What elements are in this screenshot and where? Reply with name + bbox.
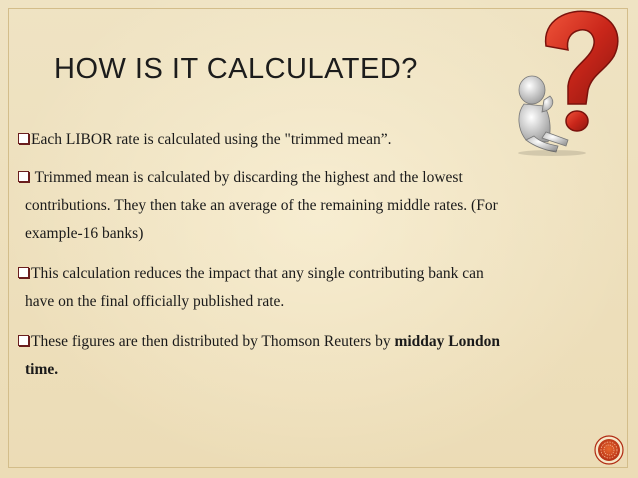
bullet-4-line-2	[18, 356, 578, 384]
bullet-item-4	[18, 328, 578, 384]
bullet-3-line-2: have on the final officially published rate.	[25, 293, 285, 310]
bullet-2-line-3: example-16 banks)	[25, 225, 144, 242]
circular-nav-icon[interactable]	[594, 435, 624, 465]
bullet-3-line-1: This calculation reduces the impact that any single contributing bank can	[31, 265, 484, 282]
bullet-item-2	[18, 164, 578, 248]
square-bullet-icon	[18, 335, 29, 346]
square-bullet-icon	[18, 171, 29, 182]
square-bullet-icon	[18, 133, 29, 144]
bullet-item-1	[18, 126, 578, 154]
slide-title: HOW IS IT CALCULATED?	[54, 53, 418, 85]
bullet-item-3	[18, 260, 578, 316]
bullet-4-bold-2: time.	[25, 361, 59, 378]
bullet-4-line-1: These figures are then distributed by Thomson Reuters by	[31, 333, 395, 350]
bullet-list	[18, 126, 578, 396]
bullet-2-line-2: contributions. They then take an average of the remaining middle rates. (For	[25, 197, 498, 214]
square-bullet-icon	[18, 267, 29, 278]
bullet-1-text: Each LIBOR rate is calculated using the "trimmed mean”.	[31, 131, 392, 148]
bullet-4-bold-1: midday London	[394, 333, 501, 350]
bullet-2-line-1: Trimmed mean is calculated by discarding the highest and the lowest	[31, 169, 463, 186]
